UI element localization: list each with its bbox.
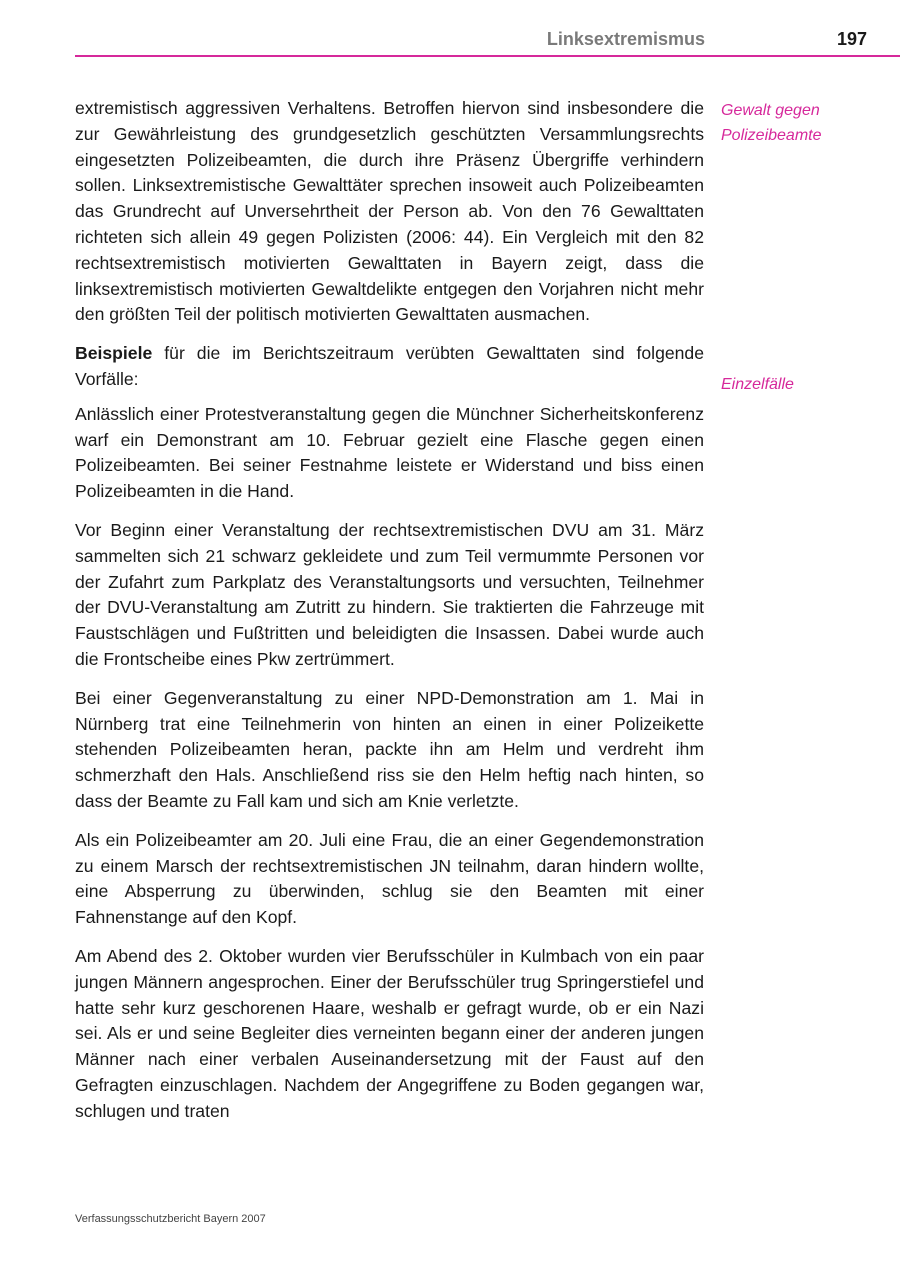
paragraph-3: Anlässlich einer Protestveranstaltung gegen die Münchner Sicherheitskonferenz warf ein Demonstrant am 10. Februar gezielt eine Flasche gegen einen Polizeibeamten. Bei seiner Festnahme leistete er Widerstand und biss einen Polizeibeamten in die Hand.	[75, 403, 704, 502]
paragraph-5: Bei einer Gegenveranstaltung zu einer NPD-Demonstration am 1. Mai in Nürnberg trat eine Teilnehmerin von hinten an einen in einer Polizeikette stehenden Polizeibeamten heran, packte ihn am Helm und verdreht ihm schmerzhaft den Hals. Anschließend riss sie den Helm heftig nach hinten, so dass der Beamte zu Fall kam und sich am Knie verletzte.	[75, 687, 704, 811]
paragraph-2-bold-lead: Beispiele	[75, 343, 153, 364]
paragraph-6: Als ein Polizeibeamter am 20. Juli eine Frau, die an einer Gegendemonstration zu einem Marsch der rechtsextremistischen JN teilnahm, daran hindern wollte, eine Absperrung zu überwinden, schlug sie den Beamten mit einer Fahnenstange auf den Kopf.	[75, 829, 704, 928]
body-text	[75, 96, 704, 1133]
paragraph-2	[75, 341, 704, 393]
paragraph-7: Am Abend des 2. Oktober wurden vier Berufsschüler in Kulmbach von ein paar jungen Männern angesprochen. Einer der Berufsschüler trug Springerstiefel und hatte sehr kurz geschorenen Haare, weshalb er gefragt wurde, ob er ein Nazi sei. Als er und seine Begleiter dies verneinten begann einer der anderen jungen Männer nach einer verbalen Auseinandersetzung mit der Faust auf den Gefragten einzuschlagen. Nachdem der Angegriffene zu Boden gegangen war, schlugen und traten	[75, 945, 704, 1121]
footer-text: Verfassungsschutzbericht Bayern 2007	[75, 1213, 266, 1225]
header-rule	[75, 55, 900, 57]
paragraph-4: Vor Beginn einer Veranstaltung der rechtsextremistischen DVU am 31. März sammelten sich 21 schwarz gekleidete und zum Teil vermummte Personen vor der Zufahrt zum Parkplatz des Veranstaltungsorts und versuchten, Teilnehmer der DVU-Veranstaltung am Zutritt zu hindern. Sie traktierten die Fahrzeuge mit Faustschlägen und Fußtritten und beleidigten die Insassen. Dabei wurde auch die Frontscheibe eines Pkw zertrümmert.	[75, 519, 704, 669]
margin-note-police: Gewalt gegen Polizeibeamte	[721, 102, 822, 144]
paragraph-2-rest: für die im Berichtszeitraum verübten Gewalttaten sind folgende Vorfälle:	[75, 343, 704, 389]
page-number: 197	[836, 29, 867, 49]
paragraph-1: extremistisch aggressiven Verhaltens. Betroffen hiervon sind insbesondere die zur Gewährleistung des grundgesetzlich geschützten Versammlungsrechts eingesetzten Polizeibeamten, die durch ihre Präsenz Übergriffe verhindern sollen. Linksextremistische Gewalttäter sprechen insoweit auch Polizeibeamten das Grundrecht auf Unversehrtheit der Person ab. Von den 76 Gewalttaten richteten sich allein 49 gegen Polizisten (2006: 44). Ein Vergleich mit den 82 rechtsextremistisch motivierten Gewalttaten in Bayern zeigt, dass die linksextremistisch motivierten Gewaltdelikte entgegen den Vorjahren nicht mehr den größten Teil der politisch motivierten Gewalttaten ausmachen.	[75, 98, 704, 325]
running-header-title: Linksextremismus	[546, 29, 705, 49]
margin-note-cases: Einzelfälle	[721, 376, 794, 393]
